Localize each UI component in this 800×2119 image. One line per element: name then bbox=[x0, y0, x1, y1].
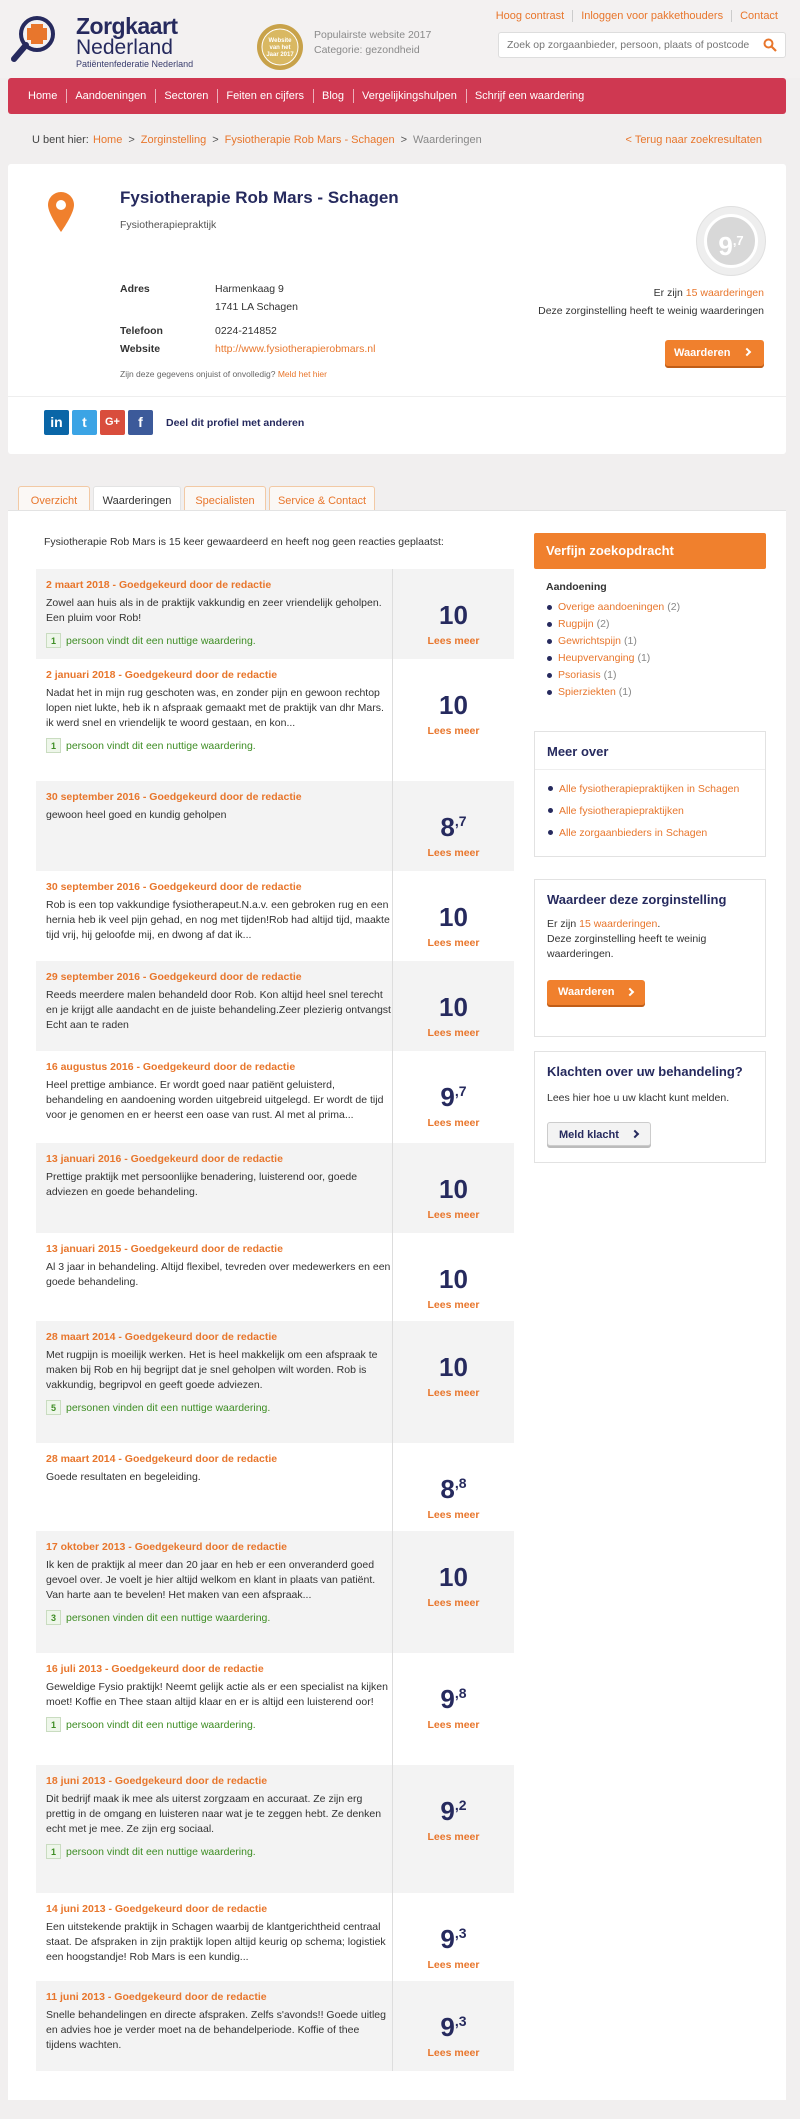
overall-score bbox=[704, 214, 758, 268]
about-link-all-physio[interactable]: Alle fysiotherapiepraktijken bbox=[559, 805, 684, 817]
review-score-decimal: ,7 bbox=[454, 813, 467, 829]
site-logo[interactable] bbox=[10, 13, 195, 69]
refine-link[interactable]: Rugpijn bbox=[558, 618, 594, 630]
review-score-column bbox=[392, 1765, 514, 1893]
review-text bbox=[46, 1331, 392, 1415]
overall-score-main: 9 bbox=[718, 231, 733, 261]
review-score-main: 10 bbox=[439, 1352, 468, 1382]
website-label: Website bbox=[120, 343, 161, 355]
overall-score-decimal: ,7 bbox=[732, 233, 744, 248]
review-row bbox=[36, 781, 514, 871]
review-score-column bbox=[392, 1981, 514, 2071]
review-score-decimal: ,2 bbox=[454, 1797, 467, 1813]
review-score bbox=[393, 897, 514, 931]
card-divider bbox=[8, 396, 786, 397]
rating-warning: Deze zorginstelling heeft te weinig waarderingen bbox=[538, 305, 764, 317]
review-body: Snelle behandelingen en directe afspraken. Zelfs s'avonds!! Goede uitleg en advies hoe je verder moet na de behandelperiode. Koffie of thee tijdens wachten. bbox=[46, 2009, 386, 2051]
review-score bbox=[393, 1077, 514, 1111]
phone-label: Telefoon bbox=[120, 325, 163, 337]
useful-note bbox=[46, 633, 392, 648]
rate-box-body bbox=[535, 917, 765, 972]
review-score-main: 8 bbox=[440, 1474, 455, 1504]
refine-box bbox=[534, 533, 766, 703]
review-score bbox=[393, 2007, 514, 2041]
main-nav bbox=[8, 78, 786, 114]
useful-note bbox=[46, 1400, 392, 1415]
review-text bbox=[46, 1153, 392, 1200]
refine-link[interactable]: Overige aandoeningen bbox=[558, 601, 665, 613]
review-score bbox=[393, 1679, 514, 1713]
review-body: Heel prettige ambiance. Er wordt goed naar patiënt geluisterd, behandeling en aandoening worden uitgebreid uitgelegd. Er wordt de tijd voor je genomen en er heerst een oase van rust. Al met al prima... bbox=[46, 1079, 384, 1121]
read-more-link[interactable]: Lees meer bbox=[427, 1597, 480, 1609]
review-row bbox=[36, 1143, 514, 1233]
useful-note bbox=[46, 1610, 392, 1625]
overall-score-badge bbox=[696, 206, 766, 276]
reviews-panel bbox=[8, 510, 786, 2100]
review-score-main: 10 bbox=[439, 600, 468, 630]
about-link-all-providers[interactable]: Alle zorgaanbieders in Schagen bbox=[559, 827, 708, 839]
review-score-column bbox=[392, 1143, 514, 1233]
tab-service-contact[interactable]: Service & Contact bbox=[269, 486, 375, 514]
svg-text:Website: Website bbox=[268, 38, 292, 44]
review-row bbox=[36, 961, 514, 1051]
report-complaint-label: Meld klacht bbox=[559, 1129, 619, 1141]
review-body: gewoon heel goed en kundig geholpen bbox=[46, 809, 227, 821]
review-score-column bbox=[392, 1051, 514, 1143]
read-more-link[interactable]: Lees meer bbox=[427, 1831, 480, 1843]
review-row bbox=[36, 1531, 514, 1653]
review-score bbox=[393, 595, 514, 629]
review-row bbox=[36, 659, 514, 781]
review-score bbox=[393, 1919, 514, 1953]
review-row bbox=[36, 1765, 514, 1893]
review-body: Geweldige Fysio praktijk! Neemt gelijk actie als er een specialist na kijken moet! Koffie en Thee staan altijd klaar en er is altijd een luisterend oor! bbox=[46, 1681, 388, 1708]
useful-note bbox=[46, 1844, 392, 1859]
review-body: Een uitstekende praktijk in Schagen waarbij de klantgerichtheid centraal staat. De afspraken in zijn praktijk lopen altijd keurig op schema; logistiek een hoogstandje! Rob Mars is een kundig... bbox=[46, 1921, 386, 1963]
about-box bbox=[534, 731, 766, 857]
breadcrumb-zorginstelling[interactable]: Zorginstelling bbox=[140, 134, 207, 146]
review-score-decimal: ,8 bbox=[454, 1475, 467, 1491]
rating-count-prefix: Er zijn bbox=[653, 287, 683, 299]
review-title[interactable]: 13 januari 2016 - Goedgekeurd door de redactie bbox=[46, 1153, 283, 1165]
review-score-main: 10 bbox=[439, 1174, 468, 1204]
review-score bbox=[393, 1169, 514, 1203]
useful-count: 3 bbox=[46, 1610, 61, 1625]
review-row bbox=[36, 1233, 514, 1321]
address-line1: Harmenkaag 9 bbox=[215, 283, 284, 295]
award-text bbox=[314, 28, 431, 58]
review-score-main: 9 bbox=[440, 1082, 455, 1112]
read-more-link[interactable]: Lees meer bbox=[427, 1959, 480, 1971]
review-score-column bbox=[392, 1653, 514, 1765]
complaint-box bbox=[534, 1051, 766, 1163]
review-body: Rob is een top vakkundige fysiotherapeut.N.a.v. een gebroken rug en een hernia heb ik veel pijn gehad, en nog met tijden!Rob had altijd tijd, maakte tijd vrij, hij geloofde mij, en dwong af dat ik... bbox=[46, 899, 390, 941]
refine-item bbox=[546, 669, 754, 686]
review-row bbox=[36, 569, 514, 659]
rating-count-link[interactable]: 15 waarderingen bbox=[685, 287, 764, 299]
about-list bbox=[547, 780, 753, 846]
review-score-decimal: ,8 bbox=[454, 1685, 467, 1701]
review-text bbox=[46, 579, 392, 648]
refine-body bbox=[534, 569, 766, 703]
review-title[interactable]: 16 juli 2013 - Goedgekeurd door de redactie bbox=[46, 1663, 264, 1675]
useful-text: persoon vindt dit een nuttige waardering. bbox=[66, 1719, 256, 1731]
rate-button[interactable] bbox=[665, 340, 764, 366]
about-item bbox=[547, 824, 753, 846]
website-link[interactable]: http://www.fysiotherapierobmars.nl bbox=[215, 343, 376, 355]
rate-box-count bbox=[547, 917, 753, 932]
nav-sectoren[interactable]: Sectoren bbox=[155, 78, 217, 114]
review-title[interactable]: 2 maart 2018 - Goedgekeurd door de redactie bbox=[46, 579, 272, 591]
about-item bbox=[547, 802, 753, 824]
review-score-column bbox=[392, 1531, 514, 1653]
useful-note bbox=[46, 738, 392, 753]
complaint-text: Lees hier hoe u uw klacht kunt melden. bbox=[547, 1092, 730, 1104]
review-title[interactable]: 13 januari 2015 - Goedgekeurd door de redactie bbox=[46, 1243, 283, 1255]
about-item bbox=[547, 780, 753, 802]
breadcrumb-sep: > bbox=[128, 134, 135, 146]
logo-line1: Zorgkaart bbox=[76, 13, 178, 39]
rate-box-count-link[interactable]: 15 waarderingen bbox=[579, 918, 658, 930]
review-title[interactable]: 11 juni 2013 - Goedgekeurd door de redactie bbox=[46, 1991, 267, 2003]
useful-count: 1 bbox=[46, 1717, 61, 1732]
refine-item bbox=[546, 686, 754, 703]
reviews-intro: Fysiotherapie Rob Mars is 15 keer gewaardeerd en heeft nog geen reacties geplaatst: bbox=[44, 536, 444, 548]
tab-overzicht[interactable]: Overzicht bbox=[18, 486, 90, 514]
review-title[interactable]: 14 juni 2013 - Goedgekeurd door de redactie bbox=[46, 1903, 268, 1915]
nav-schrijf-waardering[interactable]: Schrijf een waardering bbox=[466, 78, 593, 114]
review-body: Dit bedrijf maak ik mee als uiterst zorgzaam en accuraat. Ze zijn erg prettig in de omgang en luisteren naar wat je te zeggen hebt. Ze denken echt met je mee. Ze zijn erg sociaal. bbox=[46, 1793, 382, 1835]
rate-box-warning: Deze zorginstelling heeft te weinig waarderingen. bbox=[547, 933, 707, 960]
sidebar-rate-button-label: Waarderen bbox=[558, 986, 615, 998]
refine-count: (2) bbox=[667, 601, 681, 613]
breadcrumb-current: Waarderingen bbox=[413, 134, 482, 146]
review-score-column bbox=[392, 1321, 514, 1443]
review-score bbox=[393, 987, 514, 1021]
refine-link[interactable]: Psoriasis bbox=[558, 669, 601, 681]
refine-link[interactable]: Heupvervanging bbox=[558, 652, 635, 664]
twitter-icon[interactable]: t bbox=[72, 410, 97, 435]
read-more-link[interactable]: Lees meer bbox=[427, 1027, 480, 1039]
magnifier-cross-icon bbox=[10, 14, 62, 64]
useful-text: persoon vindt dit een nuttige waardering. bbox=[66, 635, 256, 647]
nav-vergelijkingshulpen[interactable]: Vergelijkingshulpen bbox=[353, 78, 466, 114]
read-more-link[interactable]: Lees meer bbox=[427, 1299, 480, 1311]
report-complaint-button[interactable] bbox=[547, 1122, 651, 1146]
read-more-link[interactable]: Lees meer bbox=[427, 635, 480, 647]
review-score-main: 9 bbox=[440, 1924, 455, 1954]
tab-specialisten[interactable]: Specialisten bbox=[184, 486, 266, 514]
useful-count: 1 bbox=[46, 633, 61, 648]
review-body: Zowel aan huis als in de praktijk vakkundig en zeer vriendelijk geholpen. Een pluim voor Rob! bbox=[46, 597, 382, 624]
review-score-decimal: ,3 bbox=[454, 1925, 467, 1941]
read-more-link[interactable]: Lees meer bbox=[427, 1387, 480, 1399]
search-input[interactable] bbox=[499, 33, 754, 57]
review-score bbox=[393, 1557, 514, 1591]
review-row bbox=[36, 1443, 514, 1531]
review-score-column bbox=[392, 569, 514, 659]
review-text bbox=[46, 669, 392, 753]
refine-item bbox=[546, 601, 754, 618]
review-text bbox=[46, 971, 392, 1033]
review-title[interactable]: 2 januari 2018 - Goedgekeurd door de redactie bbox=[46, 669, 278, 681]
linkedin-icon[interactable]: in bbox=[44, 410, 69, 435]
top-links bbox=[488, 10, 786, 22]
phone-value: 0224-214852 bbox=[215, 325, 277, 337]
review-text bbox=[46, 791, 392, 823]
review-score-column bbox=[392, 961, 514, 1051]
link-high-contrast[interactable]: Hoog contrast bbox=[495, 10, 565, 22]
read-more-link[interactable]: Lees meer bbox=[427, 1209, 480, 1221]
about-title: Meer over bbox=[535, 732, 765, 770]
review-score bbox=[393, 807, 514, 841]
review-score-column bbox=[392, 659, 514, 781]
refine-count: (1) bbox=[637, 652, 651, 664]
breadcrumb-practice[interactable]: Fysiotherapie Rob Mars - Schagen bbox=[224, 134, 395, 146]
chevron-right-icon bbox=[626, 988, 634, 996]
refine-link[interactable]: Gewrichtspijn bbox=[558, 635, 622, 647]
breadcrumb-path bbox=[93, 134, 482, 146]
svg-text:van het: van het bbox=[269, 45, 291, 51]
review-score-column bbox=[392, 781, 514, 871]
address-label: Adres bbox=[120, 283, 150, 295]
read-more-link[interactable]: Lees meer bbox=[427, 847, 480, 859]
read-more-link[interactable]: Lees meer bbox=[427, 725, 480, 737]
review-score bbox=[393, 1347, 514, 1381]
review-row bbox=[36, 1981, 514, 2071]
review-score-main: 9 bbox=[440, 1684, 455, 1714]
review-score-main: 10 bbox=[439, 992, 468, 1022]
profile-tabs bbox=[0, 454, 800, 510]
review-body: Nadat het in mijn rug geschoten was, en zonder pijn en gewoon rechtop lopen niet lukte, heb ik n afspraak gemaakt met de praktijk van dhr Mars. ik werd snel en vriendelijk te woord gestaan, en kon... bbox=[46, 687, 384, 729]
rate-box-title: Waardeer deze zorginstelling bbox=[547, 892, 727, 907]
page-title: Fysiotherapie Rob Mars - Schagen bbox=[120, 188, 399, 207]
review-title[interactable]: 30 september 2016 - Goedgekeurd door de redactie bbox=[46, 881, 302, 893]
review-score bbox=[393, 1791, 514, 1825]
review-title[interactable]: 30 september 2016 - Goedgekeurd door de redactie bbox=[46, 791, 302, 803]
breadcrumb-sep: > bbox=[400, 134, 408, 146]
refine-count: (2) bbox=[596, 618, 610, 630]
review-text bbox=[46, 1663, 392, 1732]
refine-count: (1) bbox=[618, 686, 632, 698]
award-line2: Categorie: gezondheid bbox=[314, 44, 420, 56]
breadcrumb-label: U bent hier: bbox=[32, 134, 89, 146]
review-score-main: 8 bbox=[440, 812, 455, 842]
complaint-title: Klachten over uw behandeling? bbox=[547, 1064, 743, 1079]
refine-count: (1) bbox=[603, 669, 617, 681]
chevron-right-icon bbox=[631, 1130, 639, 1138]
review-text bbox=[46, 1453, 392, 1485]
review-score-column bbox=[392, 1443, 514, 1531]
review-score bbox=[393, 1259, 514, 1293]
address-line2: 1741 LA Schagen bbox=[215, 301, 298, 313]
review-body: Al 3 jaar in behandeling. Altijd flexibel, tevreden over medewerkers en een goede behandeling. bbox=[46, 1261, 391, 1288]
google-plus-icon[interactable]: G+ bbox=[100, 410, 125, 435]
review-score bbox=[393, 1469, 514, 1503]
review-title[interactable]: 28 maart 2014 - Goedgekeurd door de redactie bbox=[46, 1331, 278, 1343]
award-line1: Populairste website 2017 bbox=[314, 29, 432, 41]
review-text bbox=[46, 1541, 392, 1625]
review-title[interactable]: 16 augustus 2016 - Goedgekeurd door de redactie bbox=[46, 1061, 296, 1073]
award-badge-icon bbox=[255, 22, 305, 72]
review-score-main: 9 bbox=[440, 2012, 455, 2042]
refine-list bbox=[546, 601, 754, 703]
review-text bbox=[46, 1775, 392, 1859]
breadcrumb-home[interactable]: Home bbox=[93, 134, 123, 146]
review-score-column bbox=[392, 871, 514, 961]
profile-card bbox=[8, 164, 786, 454]
facebook-icon[interactable]: f bbox=[128, 410, 153, 435]
refine-title: Verfijn zoekopdracht bbox=[534, 533, 766, 569]
link-contact[interactable]: Contact bbox=[731, 10, 786, 22]
rate-box-prefix: Er zijn bbox=[547, 918, 577, 930]
read-more-link[interactable]: Lees meer bbox=[427, 1117, 480, 1129]
sidebar-rate-button[interactable] bbox=[547, 980, 645, 1005]
wrong-info-notice bbox=[120, 369, 327, 379]
review-text bbox=[46, 1243, 392, 1290]
refine-item bbox=[546, 652, 754, 669]
search-icon[interactable] bbox=[763, 38, 777, 52]
rate-box bbox=[534, 879, 766, 1037]
useful-count: 5 bbox=[46, 1400, 61, 1415]
svg-text:Jaar 2017: Jaar 2017 bbox=[266, 52, 294, 58]
review-text bbox=[46, 881, 392, 943]
about-link-schagen-physio[interactable]: Alle fysiotherapiepraktijken in Schagen bbox=[559, 783, 740, 795]
review-text bbox=[46, 1903, 392, 1965]
review-score-decimal: ,7 bbox=[454, 1083, 467, 1099]
practice-type: Fysiotherapiepraktijk bbox=[120, 219, 217, 231]
review-body: Ik ken de praktijk al meer dan 20 jaar en heb er een onveranderd goed gevoel over. Je voelt je hier altijd welkom en klant in plaats van patiënt. Van harte aan te bevelen! Het maken van een afspraak... bbox=[46, 1559, 376, 1601]
rating-count bbox=[654, 287, 764, 299]
about-body bbox=[535, 770, 765, 856]
location-pin-icon bbox=[48, 192, 74, 232]
search-box bbox=[498, 32, 786, 58]
useful-text: persoon vindt dit een nuttige waardering. bbox=[66, 1846, 256, 1858]
review-body: Reeds meerdere malen behandeld door Rob. Kon altijd heel snel terecht en je krijgt alle aandacht en de juiste behandeling.Zeer plezierig ontvangst Echt aan te raden bbox=[46, 989, 391, 1031]
wrong-info-text: Zijn deze gegevens onjuist of onvolledig? bbox=[120, 369, 276, 379]
rate-box-suffix: . bbox=[657, 918, 661, 930]
review-score bbox=[393, 685, 514, 719]
read-more-link[interactable]: Lees meer bbox=[427, 2047, 480, 2059]
review-title[interactable]: 28 maart 2014 - Goedgekeurd door de redactie bbox=[46, 1453, 278, 1465]
review-score-column bbox=[392, 1233, 514, 1321]
review-text bbox=[46, 1991, 392, 2053]
review-score-decimal: ,3 bbox=[454, 2013, 467, 2029]
refine-item bbox=[546, 635, 754, 652]
logo-tagline: Patiëntenfederatie Nederland bbox=[76, 59, 194, 69]
review-row bbox=[36, 871, 514, 961]
logo-line2: Nederland bbox=[76, 36, 173, 59]
tab-waarderingen[interactable]: Waarderingen bbox=[93, 486, 181, 516]
useful-text: persoon vindt dit een nuttige waardering. bbox=[66, 740, 256, 752]
link-login-package-holders[interactable]: Inloggen voor pakkethouders bbox=[572, 10, 731, 22]
review-body: Prettige praktijk met persoonlijke benadering, luisterend oor, goede adviezen en goede behandeling. bbox=[46, 1171, 358, 1198]
review-score-main: 10 bbox=[439, 1264, 468, 1294]
refine-subtitle: Aandoening bbox=[546, 581, 607, 593]
nav-feiten[interactable]: Feiten en cijfers bbox=[217, 78, 313, 114]
refine-link[interactable]: Spierziekten bbox=[558, 686, 616, 698]
review-row bbox=[36, 1051, 514, 1143]
refine-item bbox=[546, 618, 754, 635]
review-score-main: 10 bbox=[439, 690, 468, 720]
breadcrumb-sep: > bbox=[212, 134, 219, 146]
review-body: Goede resultaten en begeleiding. bbox=[46, 1471, 201, 1483]
review-row bbox=[36, 1653, 514, 1765]
nav-home[interactable]: Home bbox=[28, 90, 58, 102]
report-link[interactable]: Meld het hier bbox=[277, 369, 327, 379]
share-label: Deel dit profiel met anderen bbox=[166, 417, 305, 429]
back-to-results-link[interactable]: < Terug naar zoekresultaten bbox=[625, 134, 762, 146]
read-more-link[interactable]: Lees meer bbox=[427, 1509, 480, 1521]
breadcrumb bbox=[0, 118, 800, 164]
useful-text: personen vinden dit een nuttige waardering. bbox=[66, 1612, 271, 1624]
useful-note bbox=[46, 1717, 392, 1732]
review-score-main: 9 bbox=[440, 1796, 455, 1826]
review-text bbox=[46, 1061, 392, 1123]
refine-count: (1) bbox=[624, 635, 637, 647]
useful-count: 1 bbox=[46, 738, 61, 753]
useful-count: 1 bbox=[46, 1844, 61, 1859]
review-score-column bbox=[392, 1893, 514, 1981]
review-row bbox=[36, 1893, 514, 1981]
rate-button-label: Waarderen bbox=[674, 347, 731, 359]
site-header bbox=[0, 0, 800, 102]
useful-text: personen vinden dit een nuttige waardering. bbox=[66, 1402, 271, 1414]
chevron-right-icon bbox=[743, 348, 751, 356]
review-title[interactable]: 17 oktober 2013 - Goedgekeurd door de redactie bbox=[46, 1541, 287, 1553]
nav-aandoeningen[interactable]: Aandoeningen bbox=[66, 78, 155, 114]
nav-blog[interactable]: Blog bbox=[313, 78, 353, 114]
review-row bbox=[36, 1321, 514, 1443]
review-title[interactable]: 29 september 2016 - Goedgekeurd door de redactie bbox=[46, 971, 302, 983]
read-more-link[interactable]: Lees meer bbox=[427, 937, 480, 949]
review-score-main: 10 bbox=[439, 902, 468, 932]
read-more-link[interactable]: Lees meer bbox=[427, 1719, 480, 1731]
review-score-main: 10 bbox=[439, 1562, 468, 1592]
review-body: Met rugpijn is moeilijk werken. Het is heel makkelijk om een afspraak te maken bij Rob en hij begrijpt dat je snel geholpen wilt worden. Rob is vakkundig, begripvol en geeft goede adviezen. bbox=[46, 1349, 378, 1391]
review-title[interactable]: 18 juni 2013 - Goedgekeurd door de redactie bbox=[46, 1775, 268, 1787]
